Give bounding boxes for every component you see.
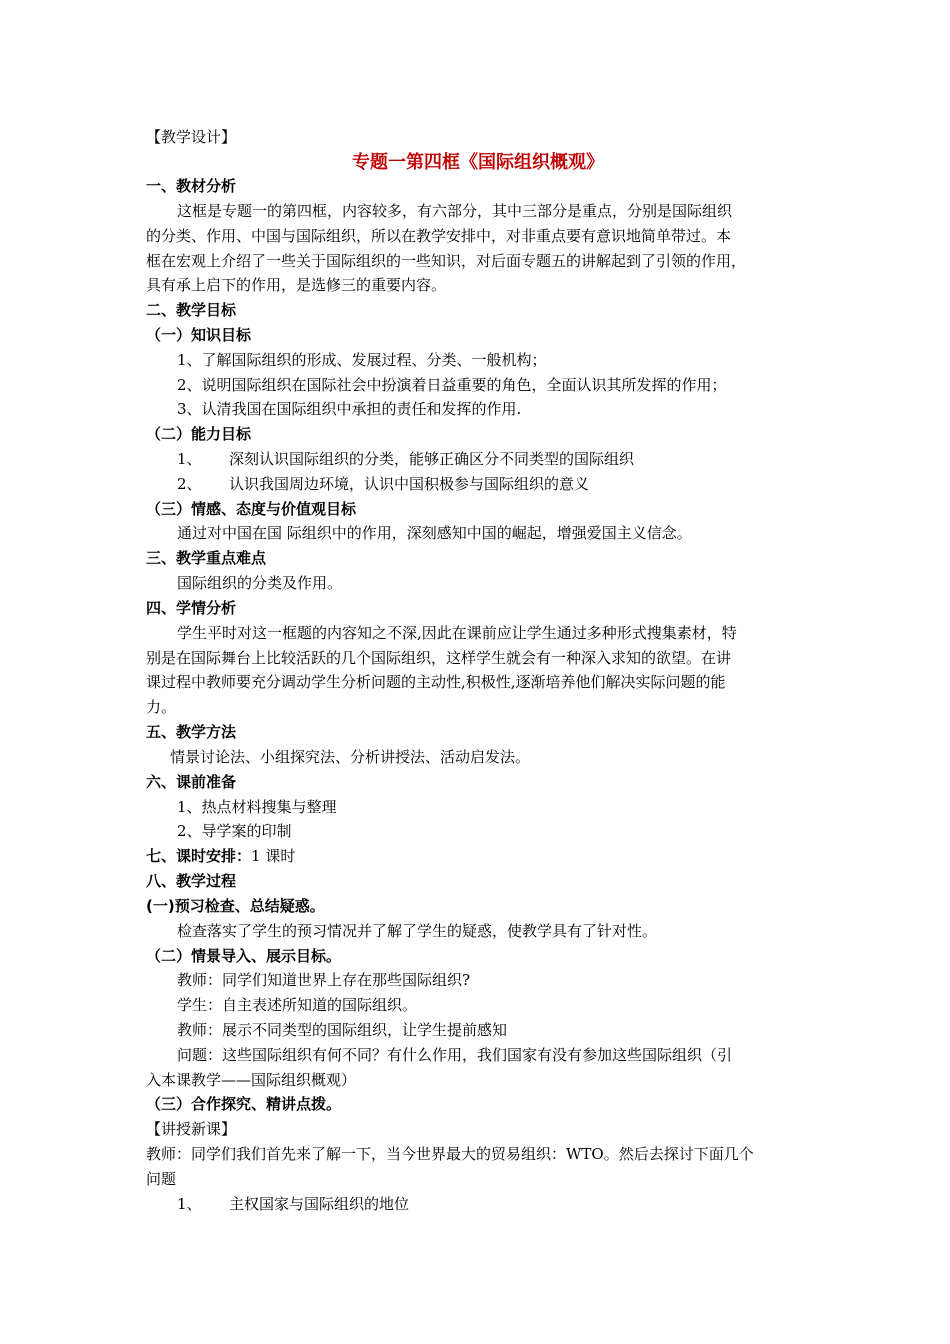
- list-number: 1、: [177, 450, 202, 468]
- paragraph-line: 教师：同学们我们首先来了解一下，当今世界最大的贸易组织：WTO。然后去探讨下面几个: [146, 1145, 754, 1163]
- section-7-heading: 七、课时安排：: [146, 847, 252, 865]
- dialog-line: 教师：同学们知道世界上存在那些国际组织?: [177, 971, 471, 989]
- subsection-heading: （一）知识目标: [146, 326, 252, 344]
- paragraph-line: 的分类、作用、中国与国际组织，所以在教学安排中，对非重点要有意识地简单带过。本: [146, 227, 732, 245]
- paragraph-line: 课过程中教师要充分调动学生分析问题的主动性,积极性,逐渐培养他们解决实际问题的能: [146, 673, 726, 691]
- paragraph-line: 学生平时对这一框题的内容知之不深,因此在课前应让学生通过多种形式搜集素材，特: [177, 624, 737, 642]
- new-lesson-tag: 【讲授新课】: [146, 1120, 237, 1138]
- dialog-line: 教师：展示不同类型的国际组织，让学生提前感知: [177, 1021, 508, 1039]
- paragraph-line: 国际组织的分类及作用。: [177, 574, 343, 592]
- list-item: [177, 1193, 409, 1215]
- section-8-heading: 八、教学过程: [146, 872, 237, 890]
- section-6-heading: 六、课前准备: [146, 773, 237, 791]
- list-item: 3、认清我国在国际组织中承担的责任和发挥的作用.: [177, 400, 522, 418]
- document-title: 专题一第四框《国际组织概观》: [352, 152, 604, 173]
- paragraph-line: 问题: [146, 1170, 177, 1188]
- paragraph-line: 通过对中国在国 际组织中的作用，深刻感知中国的崛起，增强爱国主义信念。: [177, 524, 692, 542]
- paragraph-line: 力。: [146, 698, 177, 716]
- dialog-line: 入本课教学——国际组织概观）: [146, 1071, 357, 1089]
- paragraph-line: 检查落实了学生的预习情况并了解了学生的疑惑，使教学具有了针对性。: [177, 922, 658, 940]
- section-2-heading: 二、教学目标: [146, 301, 237, 319]
- list-text: 认识我国周边环境，认识中国积极参与国际组织的意义: [229, 475, 590, 493]
- list-number: 1、: [177, 1195, 202, 1213]
- subsection-heading: （三）情感、态度与价值观目标: [146, 500, 357, 518]
- paragraph-line: 这框是专题一的第四框，内容较多，有六部分，其中三部分是重点，分别是国际组织: [177, 202, 733, 220]
- list-number: 2、: [177, 475, 202, 493]
- class-hours-value: 1 课时: [251, 847, 296, 865]
- teaching-design-tag: 【教学设计】: [146, 128, 237, 146]
- list-text: 深刻认识国际组织的分类，能够正确区分不同类型的国际组织: [229, 450, 635, 468]
- subsection-heading: （二）能力目标: [146, 425, 252, 443]
- dialog-line: 学生：自主表述所知道的国际组织。: [177, 996, 418, 1014]
- subsection-heading: （二）情景导入、展示目标。: [146, 947, 342, 965]
- section-1-heading: 一、教材分析: [146, 177, 237, 195]
- paragraph-line: 框在宏观上介绍了一些关于国际组织的一些知识，对后面专题五的讲解起到了引领的作用，: [146, 252, 747, 270]
- subsection-heading: (一)预习检查、总结疑惑。: [146, 897, 325, 915]
- paragraph-line: 具有承上启下的作用，是选修三的重要内容。: [146, 276, 447, 294]
- paragraph-line: 情景讨论法、小组探究法、分析讲授法、活动启发法。: [170, 748, 531, 766]
- section-4-heading: 四、学情分析: [146, 599, 237, 617]
- subsection-heading: （三）合作探究、精讲点拨。: [146, 1095, 342, 1113]
- section-7-line: [146, 845, 295, 867]
- list-item: 1、了解国际组织的形成、发展过程、分类、一般机构；: [177, 351, 547, 369]
- section-5-heading: 五、教学方法: [146, 723, 237, 741]
- paragraph-line: 别是在国际舞台上比较活跃的几个国际组织，这样学生就会有一种深入求知的欲望。在讲: [146, 649, 732, 667]
- list-text: 主权国家与国际组织的地位: [229, 1195, 410, 1213]
- list-item: 2、说明国际组织在国际社会中扮演着日益重要的角色，全面认识其所发挥的作用；: [177, 376, 727, 394]
- list-item: 2、导学案的印制: [177, 822, 292, 840]
- dialog-line: 问题：这些国际组织有何不同？有什么作用，我们国家有没有参加这些国际组织（引: [177, 1046, 733, 1064]
- list-item: [177, 448, 634, 470]
- list-item: [177, 473, 589, 495]
- list-item: 1、热点材料搜集与整理: [177, 798, 337, 816]
- section-3-heading: 三、教学重点难点: [146, 549, 267, 567]
